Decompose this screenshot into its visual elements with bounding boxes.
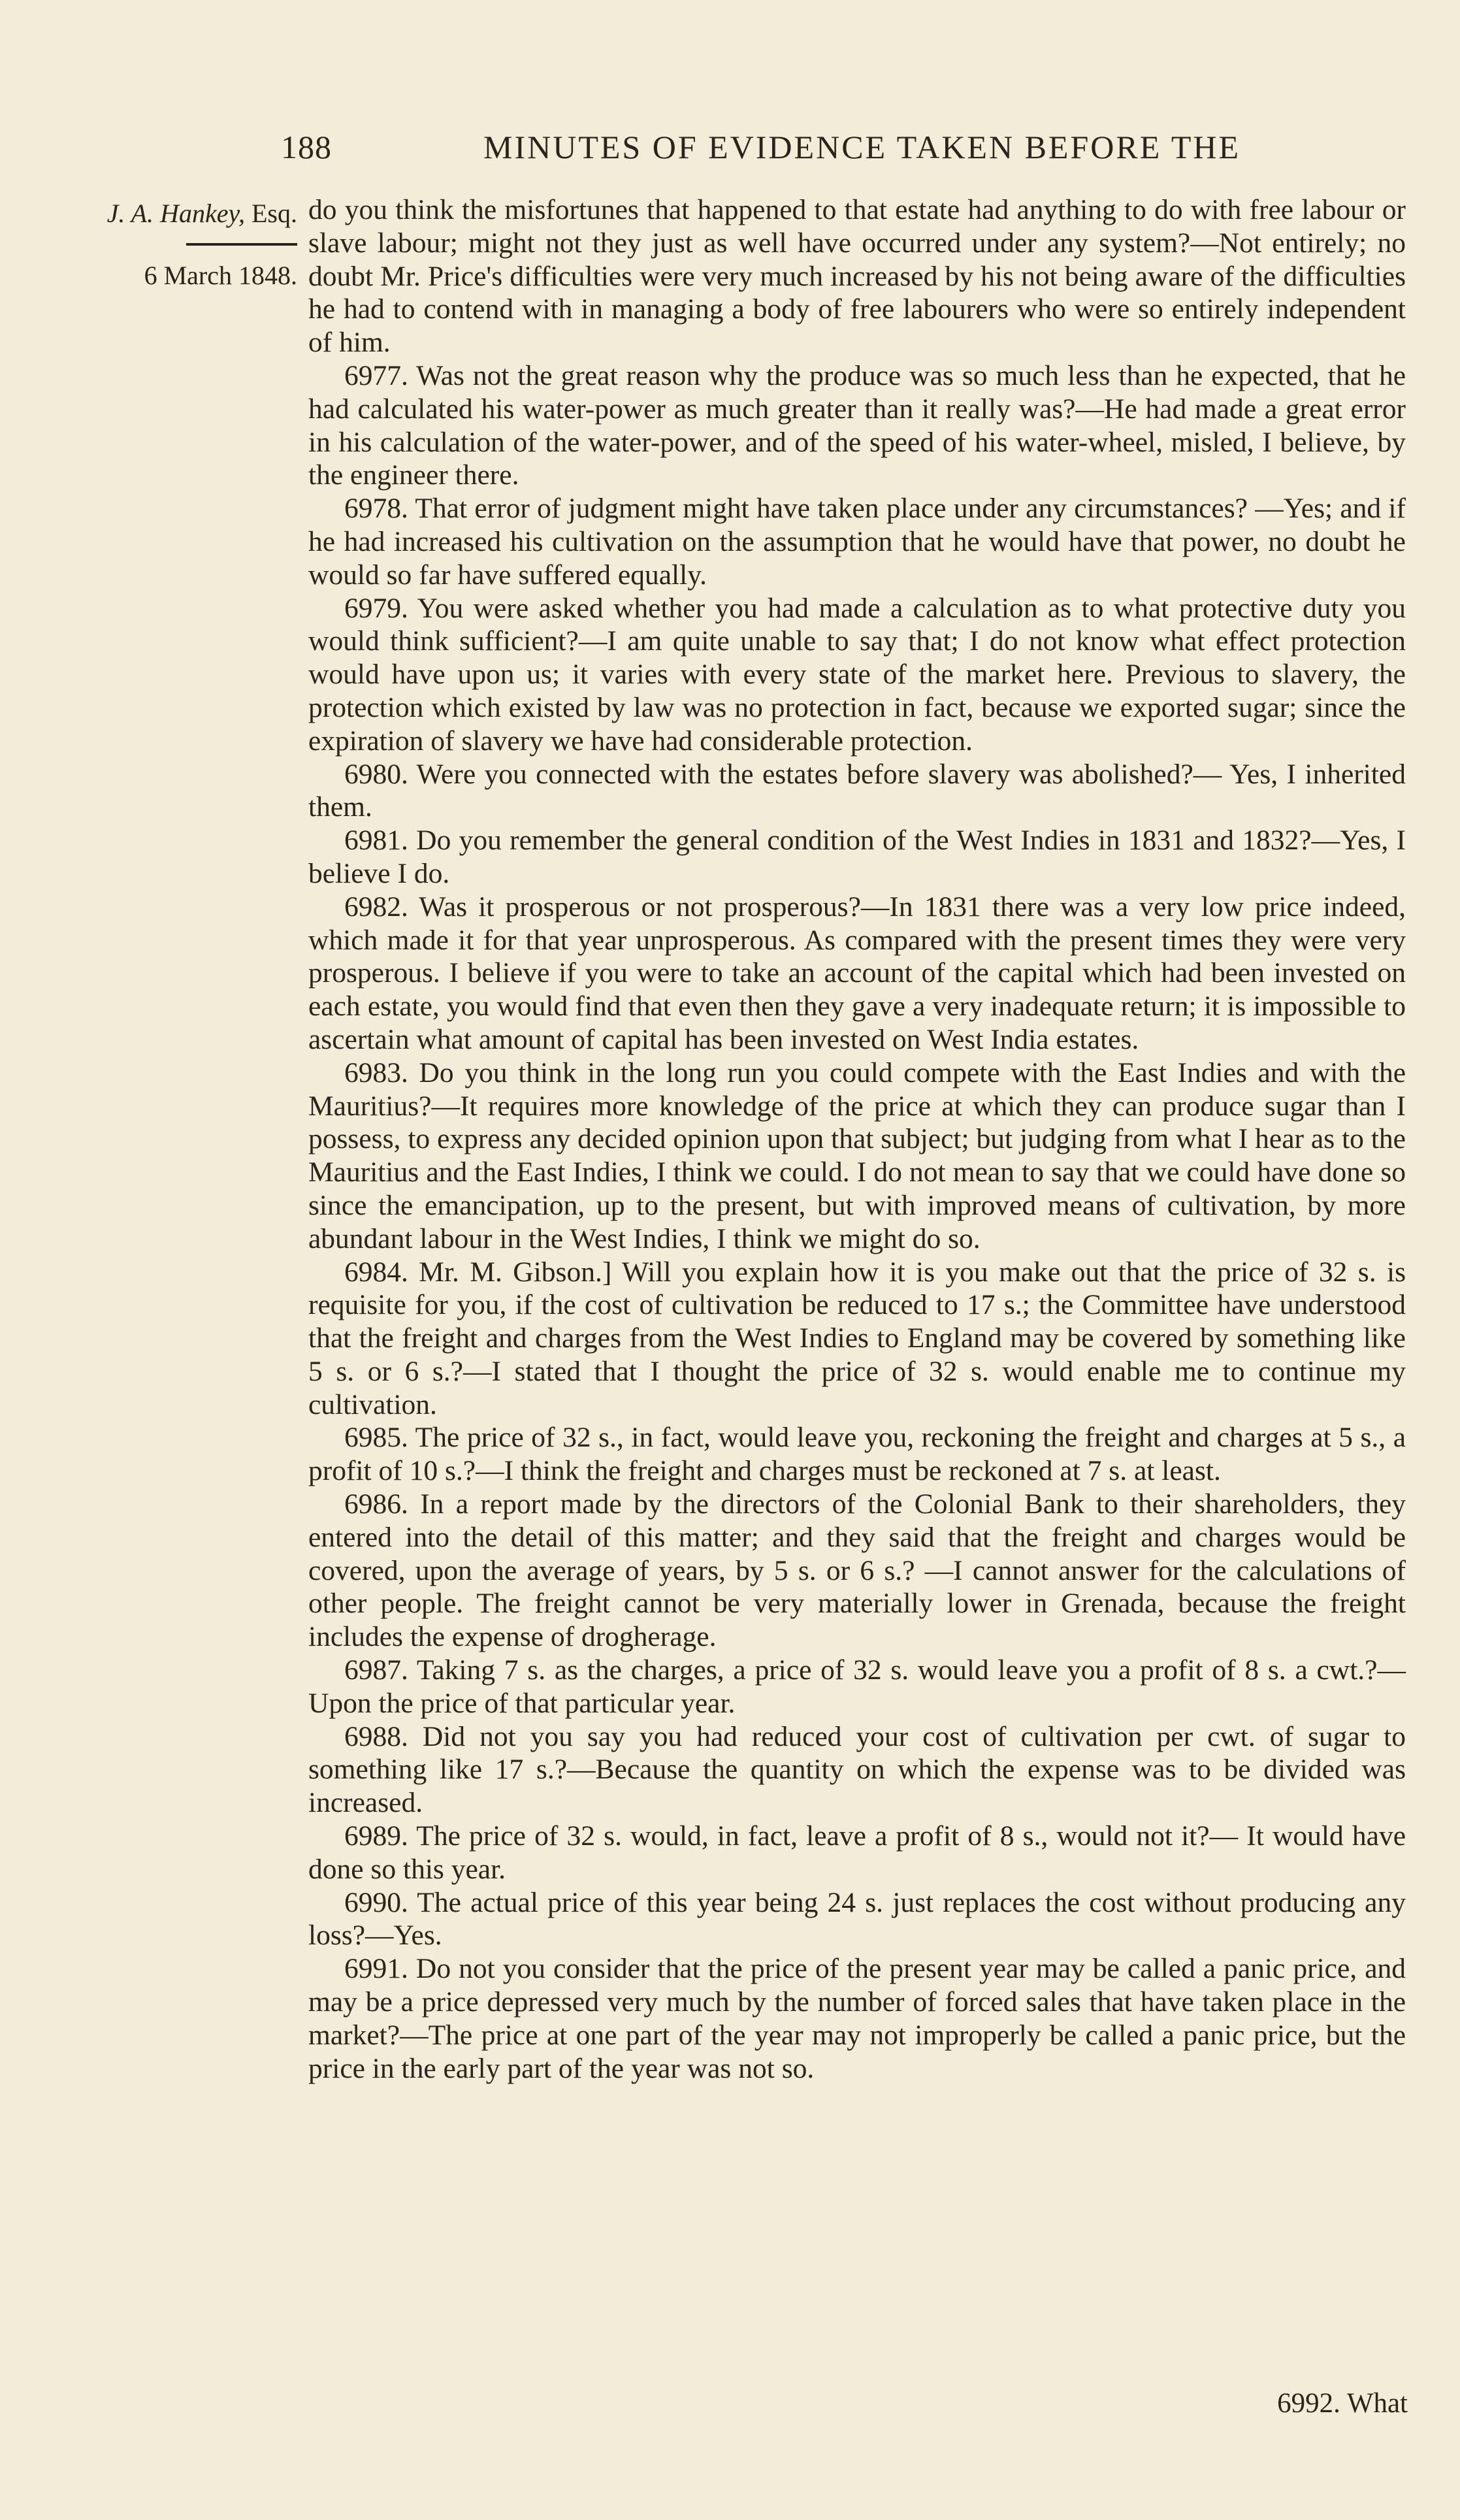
question-paragraph	[308, 1421, 1406, 1488]
question-number: 6988.	[344, 1720, 408, 1752]
question-paragraph	[308, 492, 1406, 591]
evidence-body	[308, 193, 1406, 2085]
question-number: 6989.	[344, 1820, 408, 1852]
paragraph-text: Was it prosperous or not prosperous?—In 1831 there was a very low price indeed, which made it for that year unprosperous. As compared with the present times they were very prosperous. I believe if you were to take an account of the capital which had been invested on each estate, you would find that even then they gave a very inadequate return; it is impossible to ascertain what amount of capital has been invested on West India estates.	[308, 891, 1406, 1055]
witness-name: J. A. Hankey,	[106, 199, 245, 228]
question-paragraph	[308, 758, 1406, 825]
question-paragraph	[308, 1952, 1406, 2085]
witness-suffix: Esq.	[251, 199, 297, 228]
question-number: 6977.	[344, 359, 408, 391]
catchword: 6992. What	[1277, 2388, 1408, 2419]
paragraph-text: In a report made by the directors of the Colonial Bank to their shareholders, they entered into the detail of this matter; and they said that the freight and charges would be covered, upon the average of years, by 5 s. or 6 s.? —I cannot answer for the calculations of other people. The freight cannot be very materially lower in Grenada, because the freight includes the expense of drogherage.	[308, 1488, 1406, 1653]
question-number: 6985.	[344, 1422, 408, 1454]
question-number: 6980.	[344, 758, 408, 790]
paragraph-text: Do you remember the general condition of the West Indies in 1831 and 1832?—Yes, I believe I do.	[308, 825, 1406, 889]
evidence-date: 6 March 1848.	[144, 261, 297, 290]
question-paragraph	[308, 1886, 1406, 1953]
paragraph-text: That error of judgment might have taken place under any circumstances? —Yes; and if he had increased his cultivation on the assumption that he would have that power, no doubt he would so far have suffered equally.	[308, 493, 1406, 591]
question-number: 6981.	[344, 825, 408, 857]
question-paragraph	[308, 1720, 1406, 1820]
question-paragraph	[308, 1256, 1406, 1422]
paragraph-text: The price of 32 s. would, in fact, leave a profit of 8 s., would not it?— It would have done so this year.	[308, 1820, 1406, 1885]
question-number: 6983.	[344, 1056, 408, 1088]
question-paragraph	[308, 1820, 1406, 1886]
running-title: MINUTES OF EVIDENCE TAKEN BEFORE THE	[483, 129, 1241, 165]
question-paragraph	[308, 1654, 1406, 1720]
paragraph-text: Taking 7 s. as the charges, a price of 32 s. would leave you a profit of 8 s. a cwt.?—Upon the price of that particular year.	[308, 1654, 1406, 1719]
question-number: 6979.	[344, 592, 408, 624]
marginal-rule	[186, 243, 297, 246]
paragraph-text: Was not the great reason why the produce was so much less than he expected, that he had calculated his water-power as much greater than it really was?—He had made a great error in his calculation of the water-power, and of the speed of his water-wheel, misled, I believe, by the engineer there.	[308, 359, 1406, 491]
question-number: 6978.	[344, 493, 408, 525]
question-paragraph	[308, 592, 1406, 758]
page-number: 188	[281, 129, 332, 165]
question-number: 6987.	[344, 1654, 408, 1686]
question-number: 6986.	[344, 1488, 408, 1520]
question-paragraph	[308, 1056, 1406, 1256]
paragraph-text: Were you connected with the estates before slavery was abolished?— Yes, I inherited them.	[308, 758, 1406, 823]
paragraph-text: The price of 32 s., in fact, would leave you, reckoning the freight and charges at 5 s., a profit of 10 s.?—I think the freight and charges must be reckoned at 7 s. at least.	[308, 1422, 1406, 1487]
question-number: 6982.	[344, 891, 408, 923]
paragraph-text: The actual price of this year being 24 s. just replaces the cost without producing any loss?—Yes.	[308, 1886, 1406, 1952]
paragraph-text: Do not you consider that the price of the present year may be called a panic price, and may be a price depressed very much by the number of forced sales that have taken place in the market?—The price at one part of the year may not improperly be called a panic price, but the price in the early part of the year was not so.	[308, 1953, 1406, 2084]
question-paragraph	[308, 824, 1406, 891]
question-number: 6984.	[344, 1256, 408, 1288]
question-paragraph	[308, 1488, 1406, 1654]
question-paragraph	[308, 891, 1406, 1056]
paragraph-text: You were asked whether you had made a calculation as to what protective duty you would think sufficient?—I am quite unable to say that; I do not know what effect protection would have upon us; it varies with every state of the market here. Previous to slavery, the protection which existed by law was no protection in fact, because we exported sugar; since the expiration of slavery we have had considerable protection.	[308, 592, 1406, 757]
paragraph-text: Did not you say you had reduced your cost of cultivation per cwt. of sugar to something like 17 s.?—Because the quantity on which the expense was to be divided was increased.	[308, 1720, 1406, 1819]
paragraph-text: do you think the misfortunes that happened to that estate had anything to do with free labour or slave labour; might not they just as well have occurred under any system?—Not entirely; no doubt Mr. Price's difficulties were very much increased by his not being aware of the difficulties he had to contend with in managing a body of free labourers who were so entirely independent of him.	[308, 194, 1406, 359]
question-number: 6990.	[344, 1886, 408, 1918]
question-number: 6991.	[344, 1953, 408, 1985]
question-paragraph	[308, 359, 1406, 492]
marginal-note	[88, 198, 297, 291]
paragraph-text: Mr. M. Gibson.] Will you explain how it is you make out that the price of 32 s. is requisite for you, if the cost of cultivation be reduced to 17 s.; the Committee have understood that the freight and charges from the West Indies to England may be covered by something like 5 s. or 6 s.?—I stated that I thought the price of 32 s. would enable me to continue my cultivation.	[308, 1256, 1406, 1420]
continued-paragraph	[308, 193, 1406, 359]
paragraph-text: Do you think in the long run you could compete with the East Indies and with the Mauritius?—It requires more knowledge of the price at which they can produce sugar than I possess, to express any decided opinion upon that subject; but judging from what I hear as to the Mauritius and the East Indies, I think we could. I do not mean to say that we could have done so since the emancipation, up to the present, but with improved means of cultivation, by more abundant labour in the West Indies, I think we might do so.	[308, 1056, 1406, 1254]
